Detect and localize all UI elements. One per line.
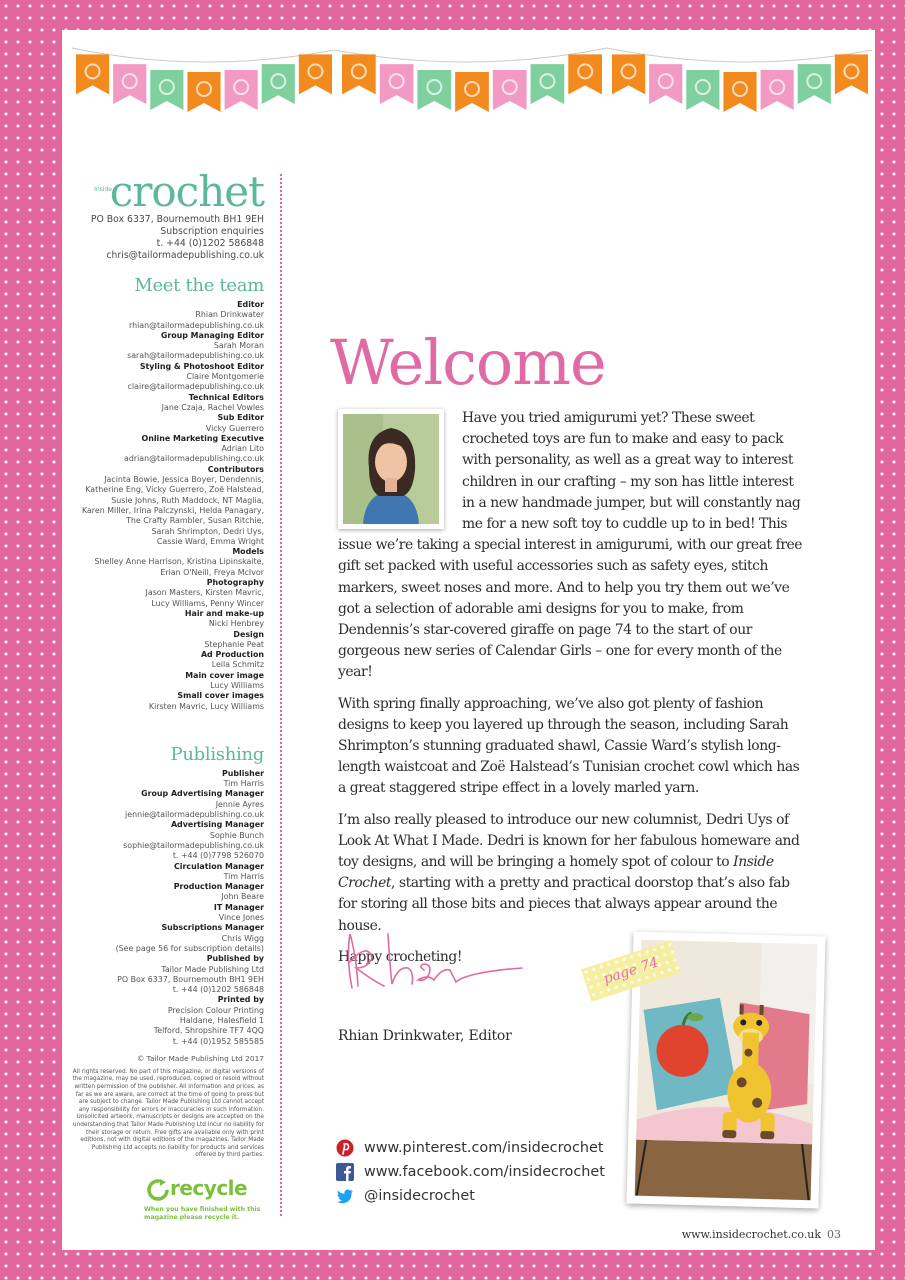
- team-detail: Lucy Williams, Penny Wincer: [151, 598, 264, 608]
- recycle-icon: [146, 1178, 170, 1202]
- team-detail: Leila Schmitz: [211, 660, 264, 670]
- team-detail: Erian O'Neill, Freya McIvor: [160, 567, 264, 577]
- team-detail: Jane Czaja, Rachel Vowles: [161, 402, 264, 412]
- publishing-role: Circulation Manager: [174, 861, 264, 871]
- page-tag-label: page 74: [601, 954, 661, 988]
- logo-inside-text: Inside: [94, 186, 112, 193]
- logo-text: crochet: [109, 167, 264, 216]
- editor-letter: [338, 408, 808, 978]
- team-role: Styling & Photoshoot Editor: [139, 361, 264, 371]
- subscription-label: Subscription enquiries: [160, 226, 264, 237]
- team-detail: The Crafty Rambler, Susan Ritchie,: [126, 516, 264, 526]
- logo: [72, 167, 264, 216]
- team-role: Models: [232, 547, 264, 557]
- team-role: Hair and make-up: [184, 608, 264, 618]
- legal-notice: All rights reserved. No part of this magazine, or digital versions of the magazine, may be used, reproduced, copied or resold without written permission of the publisher. All information and prices, as far as we are aware, are correct at the time of going to press but are subject to change. Tailor Made Publishing Ltd cannot accept any responsibility for errors or inaccuracies in such information. Unsolicited artwork, manuscripts or designs are accepted on the understanding that Tailor Made Publishing Ltd incur no liability for their storage or return. Free gifts are available only with print editions, not with digital editions of the magazines. Tailor Made Publishing Ltd accepts no liability for products and services offered by third parties.: [72, 1068, 264, 1159]
- publishing-detail: Tim Harris: [223, 779, 264, 789]
- publishing-detail: John Beare: [221, 892, 264, 902]
- team-detail: Kirsten Mavric, Lucy Williams: [148, 701, 264, 711]
- editor-signature: [338, 928, 528, 996]
- bunting-flag: [187, 72, 220, 112]
- bunting-flag: [113, 64, 146, 104]
- team-detail: Stephanie Peat: [204, 639, 264, 649]
- welcome-heading: Welcome: [330, 326, 606, 399]
- twitter-link[interactable]: [334, 1184, 605, 1208]
- publishing-role: Published by: [206, 954, 264, 964]
- team-detail: Sarah Moran: [213, 341, 264, 351]
- publishing-title: Publishing: [170, 743, 264, 765]
- twitter-handle[interactable]: @insidecrochet: [364, 1188, 475, 1204]
- publishing-role: Group Advertising Manager: [141, 789, 264, 799]
- bunting-flag: [568, 54, 602, 94]
- publishing-detail: Jennie Ayres: [215, 799, 264, 809]
- bunting-flag: [493, 70, 527, 110]
- bunting-flag: [299, 54, 332, 94]
- bunting-flag: [76, 54, 109, 94]
- team-role: Design: [233, 629, 264, 639]
- copyright: © Tailor Made Publishing Ltd 2017: [136, 1053, 264, 1063]
- publishing-detail: Telford, Shropshire TF7 4QQ: [153, 1026, 264, 1036]
- team-email[interactable]: adrian@tailormadepublishing.co.uk: [124, 454, 264, 464]
- publishing-role: Publisher: [221, 768, 264, 778]
- email-link[interactable]: chris@tailormadepublishing.co.uk: [106, 250, 264, 261]
- recycle-note: When you have finished with this magazine please recycle it.: [144, 1206, 261, 1221]
- bunting-flag: [262, 64, 295, 104]
- team-role: Small cover images: [177, 691, 264, 701]
- recycle-word: recycle: [170, 1176, 248, 1201]
- team-detail: Katherine Eng, Vicky Guerrero, Zoë Halstead,: [85, 485, 264, 495]
- team-role: Photography: [206, 578, 264, 588]
- bunting-flag: [835, 54, 868, 94]
- team-detail: Karen Miller, Irina Palczynski, Helda Panagary,: [81, 505, 264, 515]
- team-detail: Nicki Henbrey: [208, 619, 264, 629]
- pinterest-url[interactable]: www.pinterest.com/insidecrochet: [364, 1140, 604, 1156]
- bunting-flag: [686, 70, 719, 110]
- team-role: Group Managing Editor: [160, 330, 264, 340]
- publishing-detail: (See page 56 for subscription details): [115, 943, 264, 953]
- publishing-detail: PO Box 6337, Bournemouth BH1 9EH: [117, 974, 264, 984]
- address: PO Box 6337, Bournemouth BH1 9EH: [90, 214, 264, 225]
- team-detail: Lucy Williams: [210, 680, 264, 690]
- team-role: Ad Production: [200, 650, 264, 660]
- bunting-flag: [225, 70, 258, 110]
- masthead-column: [72, 167, 264, 1224]
- editor-portrait: [338, 409, 444, 529]
- bunting-flag: [612, 54, 645, 94]
- bunting-flag: [455, 72, 489, 112]
- publishing-role: Production Manager: [173, 882, 264, 892]
- paragraph-2: With spring finally approaching, we’ve also got plenty of fashion designs to keep you layered up through the season, including Sarah Shrimpton’s stunning graduated shawl, Cassie Ward’s stylish long-length waistcoat and Zoë Halstead’s Tunisian crochet cowl which has a great staggered stripe effect in a lovely marled yarn.: [338, 695, 800, 797]
- facebook-url[interactable]: www.facebook.com/insidecrochet: [364, 1164, 605, 1180]
- team-detail: Sarah Shrimpton, Dedri Uys,: [151, 526, 264, 536]
- publishing-detail: Tailor Made Publishing Ltd: [161, 964, 264, 974]
- page-footer: [682, 1228, 841, 1241]
- publishing-detail: Tim Harris: [223, 871, 264, 881]
- team-detail: Adrian Lito: [221, 444, 264, 454]
- team-title: Meet the team: [134, 275, 264, 296]
- magazine-page: [62, 30, 875, 1250]
- publishing-role: Advertising Manager: [170, 820, 264, 830]
- team-email[interactable]: sarah@tailormadepublishing.co.uk: [127, 351, 264, 361]
- bunting-flag: [649, 64, 682, 104]
- pinterest-link[interactable]: [334, 1136, 605, 1160]
- publishing-email[interactable]: sophie@tailormadepublishing.co.uk: [123, 840, 264, 850]
- bunting-flag: [380, 64, 414, 104]
- paragraph-3: [338, 810, 808, 937]
- publishing-role: IT Manager: [213, 902, 264, 912]
- social-links: [334, 1136, 605, 1208]
- bunting-flag: [417, 70, 451, 110]
- footer-url[interactable]: www.insidecrochet.co.uk: [681, 1228, 821, 1241]
- paragraph-1: Have you tried amigurumi yet? These sweet crocheted toys are fun to make and easy to pack with personality, as well as a great way to interest children in our crafting – my son has little interest in a new handmade jumper, but will constantly nag me for a new soft toy to cuddle up to in bed! This issue we’re taking a special interest in amigurumi, with our great free gift set packed with useful accessories such as safety eyes, stitch markers, sweet noses and more. And to help you try them out we’ve got a selection of adorable ami designs for you to make, from Dendennis’s star-covered giraffe on page 74 to the start of our gorgeous new series of Calendar Girls – one for every month of the year!: [338, 410, 803, 681]
- publishing-detail: Vince Jones: [218, 913, 264, 923]
- bunting-graphic: [62, 30, 875, 140]
- team-role: Technical Editors: [188, 392, 264, 402]
- team-email[interactable]: claire@tailormadepublishing.co.uk: [127, 382, 264, 392]
- team-email[interactable]: rhian@tailormadepublishing.co.uk: [129, 320, 264, 330]
- team-role: Editor: [237, 300, 264, 309]
- team-detail: Vicky Guerrero: [205, 423, 264, 433]
- publishing-role: Printed by: [217, 995, 264, 1005]
- publishing-detail: t. +44 (0)1202 586848: [172, 985, 264, 995]
- team-detail: Shelley Anne Harrison, Kristina Lipinskaite,: [94, 557, 264, 567]
- phone: t. +44 (0)1202 586848: [156, 238, 264, 249]
- twitter-icon: [336, 1187, 354, 1205]
- paragraph-3-start: I’m also really pleased to introduce our new columnist, Dedri Uys of Look At What I Made. Dedri is known for her fabulous homeware and toy designs, and will be bringing a homely spot of colour to: [338, 811, 800, 871]
- signoff: Happy crocheting!: [338, 948, 462, 965]
- giraffe-photo-illustration: [635, 940, 818, 1201]
- page-number: 03: [827, 1228, 841, 1241]
- publishing-detail: Sophie Bunch: [209, 830, 264, 840]
- bunting-flag: [723, 72, 756, 112]
- team-detail: Jacinta Bowie, Jessica Boyer, Dendennis,: [104, 475, 264, 485]
- facebook-icon: [336, 1163, 354, 1181]
- bunting-flag: [342, 54, 376, 94]
- team-detail: Jason Masters, Kirsten Mavric,: [145, 588, 264, 598]
- publishing-detail: Haldane, Halesfield 1: [179, 1016, 264, 1025]
- team-detail: Rhian Drinkwater: [195, 310, 264, 320]
- column-divider: [280, 174, 282, 1216]
- team-role: Online Marketing Executive: [141, 433, 264, 443]
- bunting-flag: [761, 70, 794, 110]
- pinterest-icon: [336, 1139, 354, 1157]
- facebook-link[interactable]: [334, 1160, 605, 1184]
- editor-portrait-illustration: [343, 414, 439, 524]
- team-detail: Susie Johns, Ruth Maddock, NT Maglia,: [111, 495, 264, 505]
- team-detail: Claire Montgomerie: [186, 372, 264, 382]
- team-detail: Cassie Ward, Emma Wright: [156, 536, 264, 546]
- publishing-email[interactable]: jennie@tailormadepublishing.co.uk: [125, 810, 264, 820]
- publishing-detail: t. +44 (0)7798 526070: [172, 851, 264, 861]
- publishing-detail: Chris Wigg: [221, 933, 264, 943]
- team-role: Contributors: [207, 464, 264, 474]
- signature-name: Rhian Drinkwater, Editor: [338, 1028, 512, 1044]
- team-role: Main cover image: [185, 670, 264, 680]
- bunting-flag: [531, 64, 565, 104]
- bunting-decoration: [62, 30, 875, 140]
- bunting-flag: [150, 70, 183, 110]
- publishing-list: [72, 769, 264, 1047]
- publishing-detail: Precision Colour Printing: [167, 1005, 264, 1015]
- bunting-flag: [798, 64, 831, 104]
- team-list: [72, 300, 264, 712]
- publishing-detail: t. +44 (0)1952 585585: [172, 1036, 264, 1046]
- magazine-title-italic: Inside Crochet: [338, 854, 774, 892]
- recycle-badge: [72, 1178, 264, 1224]
- paragraph-3-end: , starting with a pretty and practical doorstop that’s also fab for storing all those bits and pieces that always appear around the house.: [338, 875, 790, 934]
- team-role: Sub Editor: [217, 413, 264, 423]
- publishing-role: Subscriptions Manager: [161, 923, 264, 933]
